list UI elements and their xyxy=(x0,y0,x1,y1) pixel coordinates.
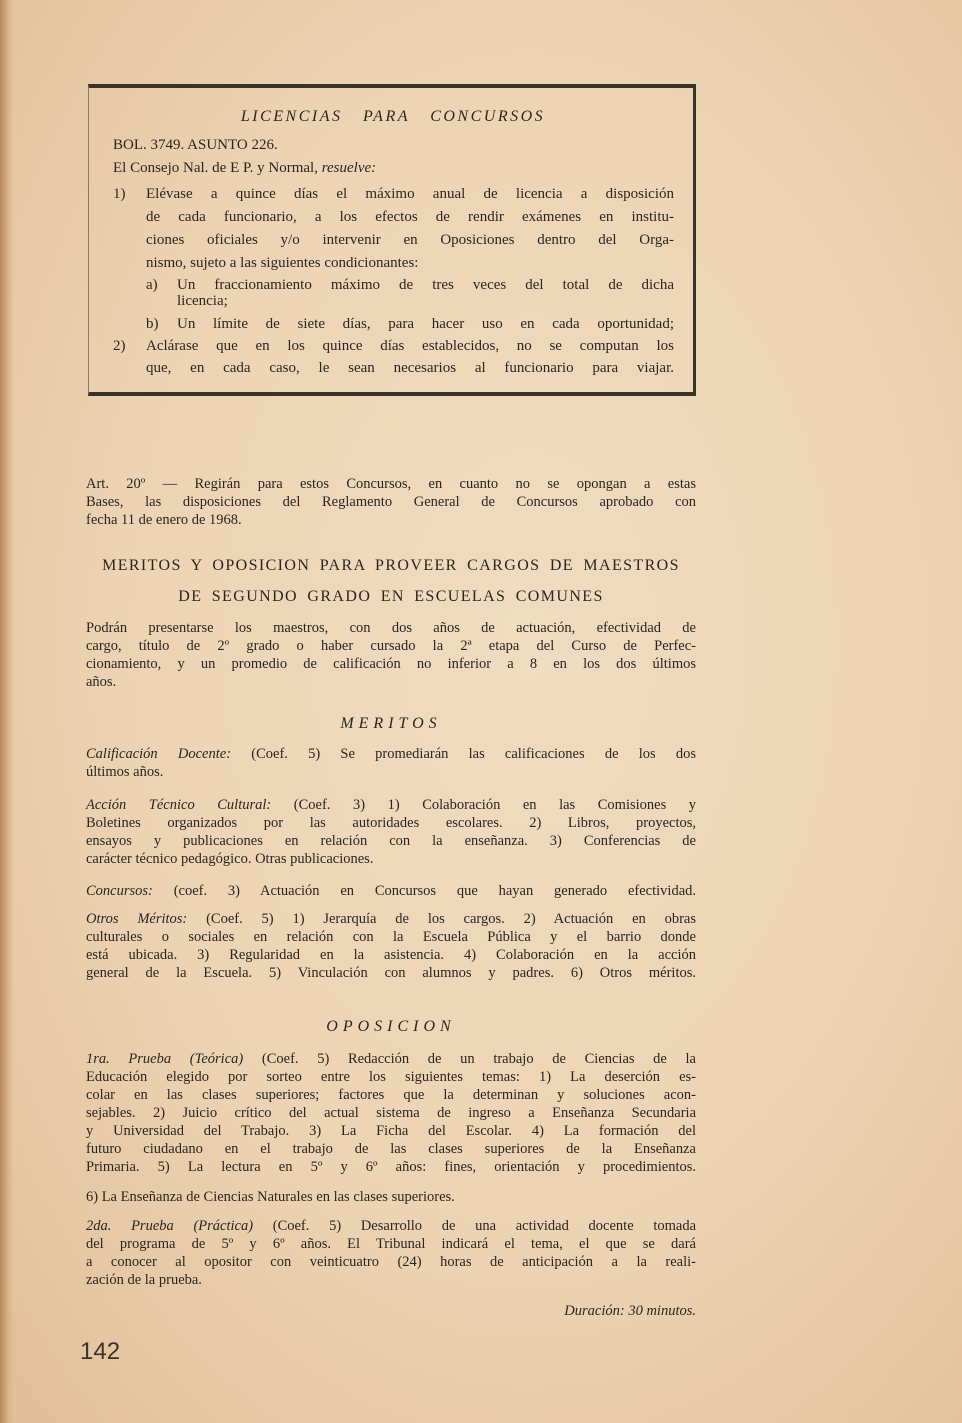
prueba-1-line: Educación elegido por sorteo entre los siguientes temas: 1) La deserción es- xyxy=(86,1069,696,1085)
meritos-title: MERITOS xyxy=(340,715,442,732)
sub-a-line: Un fraccionamiento máximo de tres veces del total de dicha xyxy=(177,277,674,293)
duration-note: Duración: 30 minutos. xyxy=(564,1303,696,1319)
otros-text: (Coef. 5) 1) Jerarquía de los cargos. 2) Actuación en obras xyxy=(206,911,697,927)
eligibility-line: años. xyxy=(86,674,117,690)
article-20-line: Bases, las disposiciones del Reglamento General de Concursos aprobado con xyxy=(86,494,696,510)
prueba-1-line: colar en las clases superiores; factores que la determinan y soluciones acon- xyxy=(86,1087,696,1103)
sub-a-label: a) xyxy=(146,277,158,293)
accion-line: carácter técnico pedagógico. Otras publicaciones. xyxy=(86,851,374,867)
otros-line: culturales o sociales en relación con la Escuela Pública y el barrio donde xyxy=(86,929,696,945)
prueba-2-line xyxy=(86,1217,696,1235)
item-1-line: Elévase a quince días el máximo anual de licencia a disposición xyxy=(146,186,674,202)
section-heading: DE SEGUNDO GRADO EN ESCUELAS COMUNES xyxy=(178,588,604,605)
accion-line: Boletines organizados por las autoridades escolares. 2) Libros, proyectos, xyxy=(86,815,696,831)
prueba-1-label: 1ra. Prueba (Teórica) xyxy=(86,1051,244,1067)
prueba-1-line: y Universidad del Trabajo. 3) La Ficha del Escolar. 4) La formación del xyxy=(86,1123,696,1139)
sub-a-line: licencia; xyxy=(177,293,228,309)
prueba-1-line: futuro ciudadano en el trabajo de las clases superiores de la Enseñanza xyxy=(86,1141,696,1157)
sub-b-line: Un límite de siete días, para hacer uso en cada oportunidad; xyxy=(177,316,674,332)
article-20-line: fecha 11 de enero de 1968. xyxy=(86,512,242,528)
calificacion-line xyxy=(86,745,696,763)
item-1-number: 1) xyxy=(113,186,126,202)
prueba-1-item-6: 6) La Enseñanza de Ciencias Naturales en las clases superiores. xyxy=(86,1189,455,1205)
item-1-line: ciones oficiales y/o intervenir en Oposiciones dentro del Orga- xyxy=(146,232,674,248)
calificacion-text: (Coef. 5) Se promediarán las calificaciones de los dos xyxy=(251,746,697,762)
prueba-2-label: 2da. Prueba (Práctica) xyxy=(86,1218,254,1234)
prueba-1-text: (Coef. 5) Redacción de un trabajo de Ciencias de la xyxy=(261,1051,696,1067)
prueba-1-line: sejables. 2) Juicio crítico del actual sistema de ingreso a Enseñanza Secundaria xyxy=(86,1105,696,1121)
eligibility-line: cargo, título de 2º grado o haber cursado la 2ª etapa del Curso de Perfec- xyxy=(86,638,696,654)
accion-label: Acción Técnico Cultural: xyxy=(86,797,272,813)
box-title: LICENCIAS PARA CONCURSOS xyxy=(240,108,546,125)
item-1-line: de cada funcionario, a los efectos de rendir exámenes en institu- xyxy=(146,209,674,225)
item-1-line: nismo, sujeto a las siguientes condicionantes: xyxy=(146,255,419,271)
council-intro xyxy=(113,160,376,177)
otros-label: Otros Méritos: xyxy=(86,911,188,927)
concursos-text: (coef. 3) Actuación en Concursos que hayan generado efectividad. xyxy=(173,883,697,899)
prueba-2-line: a conocer al opositor con veinticuatro (24) horas de anticipación a la reali- xyxy=(86,1254,696,1270)
concursos-label: Concursos: xyxy=(86,883,153,899)
eligibility-line: cionamiento, y un promedio de calificación no inferior a 8 en los dos últimos xyxy=(86,656,696,672)
prueba-2-line: zación de la prueba. xyxy=(86,1272,202,1288)
accion-text: (Coef. 3) 1) Colaboración en las Comisiones y xyxy=(293,797,697,813)
page-number: 142 xyxy=(80,1338,121,1365)
prueba-1-line xyxy=(86,1050,696,1068)
article-20-line: Art. 20º — Regirán para estos Concursos, en cuanto no se opongan a estas xyxy=(86,476,696,492)
calificacion-line: últimos años. xyxy=(86,764,164,780)
oposicion-title: OPOSICION xyxy=(326,1018,456,1035)
otros-line: general de la Escuela. 5) Vinculación con alumnos y padres. 6) Otros méritos. xyxy=(86,965,696,981)
bulletin-reference: BOL. 3749. ASUNTO 226. xyxy=(113,137,278,153)
item-2-line: Aclárase que en los quince días establecidos, no se computan los xyxy=(146,338,674,354)
item-2-line: que, en cada caso, le sean necesarios al funcionario para viajar. xyxy=(146,360,674,376)
accion-line xyxy=(86,796,696,814)
prueba-1-line: Primaria. 5) La lectura en 5º y 6º años: fines, orientación y procedimientos. xyxy=(86,1159,696,1175)
otros-line: está ubicada. 3) Regularidad en la asistencia. 4) Colaboración en la acción xyxy=(86,947,696,963)
item-2-number: 2) xyxy=(113,338,126,354)
sub-b-label: b) xyxy=(146,316,159,332)
eligibility-line: Podrán presentarse los maestros, con dos años de actuación, efectividad de xyxy=(86,620,696,636)
calificacion-label: Calificación Docente: xyxy=(86,746,232,762)
otros-line xyxy=(86,910,696,928)
resolution-box xyxy=(88,84,696,396)
council-intro-prefix: El Consejo Nal. de E P. y Normal, xyxy=(113,160,318,176)
prueba-2-text: (Coef. 5) Desarrollo de una actividad docente tomada xyxy=(272,1218,697,1234)
concursos-line xyxy=(86,882,696,900)
prueba-2-line: del programa de 5º y 6º años. El Tribunal indicará el tema, el que se dará xyxy=(86,1236,696,1252)
resolves-verb: resuelve: xyxy=(321,160,377,176)
accion-line: ensayos y publicaciones en relación con la enseñanza. 3) Conferencias de xyxy=(86,833,696,849)
section-heading: MERITOS Y OPOSICION PARA PROVEER CARGOS DE MAESTROS xyxy=(102,557,680,574)
